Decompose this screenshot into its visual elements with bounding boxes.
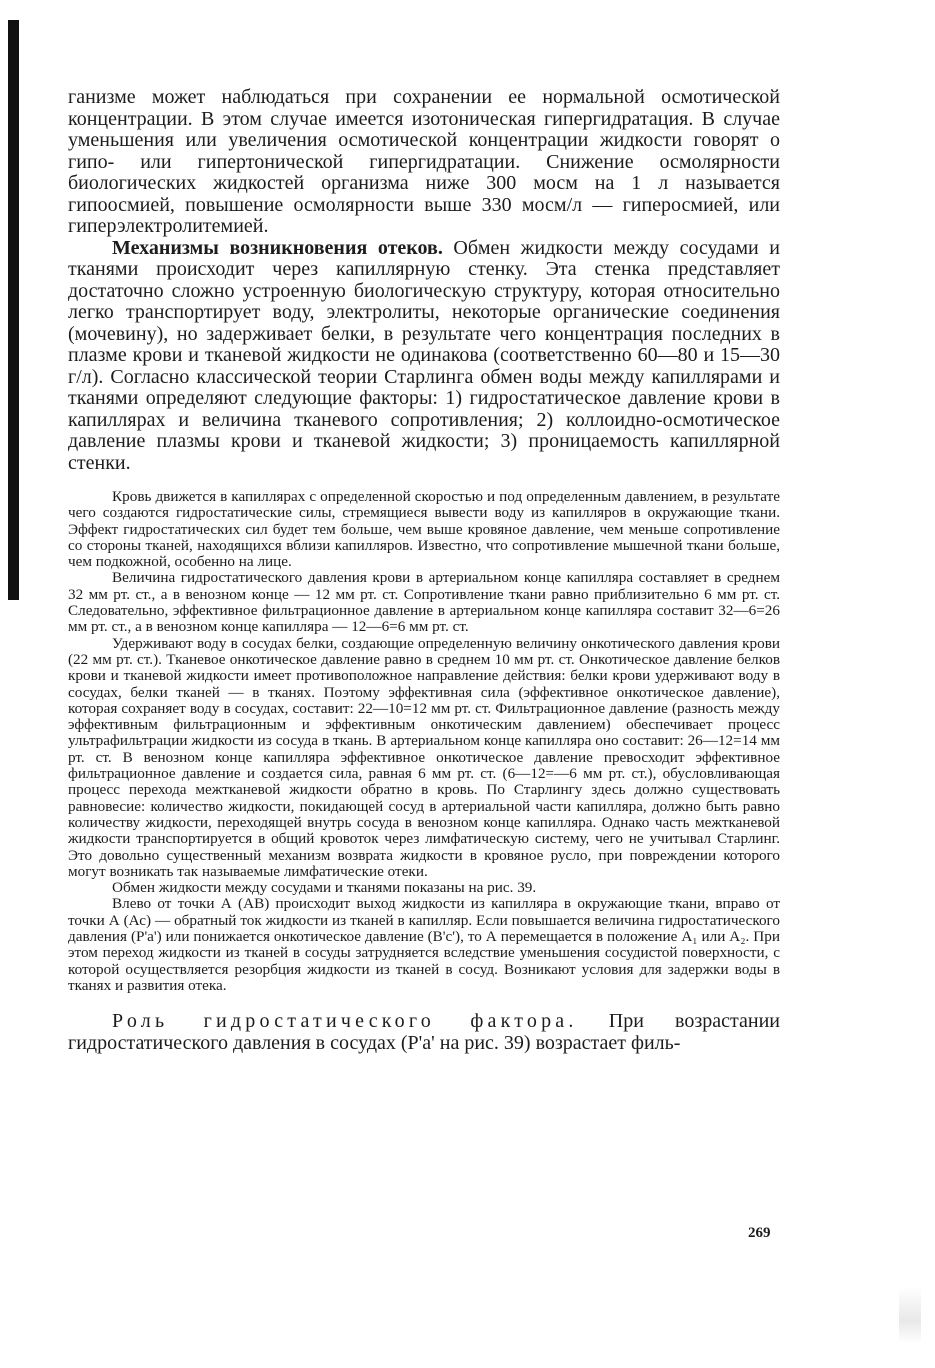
scan-noise <box>899 1286 921 1344</box>
top-paragraph-text: ганизме может наблюдаться при сохранении ее нормальной осмотической концентрации. В этом случае имеется изотоническая гипергидратация. В случае уменьшения или увеличения осмотической концентрации жидкости говорят о гипо- или гипертонической гипергидратации. Снижение осмолярности биологических жидкостей организма ниже 300 мосм на 1 л называется гипоосмией, повышение осмолярности выше 330 мосм/л — гиперосмией, или гиперэлектролитемией. <box>68 86 780 237</box>
small-paragraph-oncotic: Удерживают воду в сосудах белки, создающие определенную величину онкотического давления крови (22 мм рт. ст.). Тканевое онкотическое давление равно в среднем 10 мм рт. ст. Онкотическое давление белков крови и тканевой жидкости имеет противоположное направление действия: белки крови удерживают воду в сосудах, белки тканей — в тканях. Поэтому эффективная сила (эффективное онкотическое давление), которая сохраняет воду в сосудах, составит: 22—10=12 мм рт. ст. Фильтрационное давление (разность между эффективным фильтрационным и эффективным онкотическим давлением) обеспечивает процесс ультрафильтрации жидкости из сосуда в ткань. В артериальном конце капилляра оно составит: 26—12=14 мм рт. ст. В венозном конце капилляра эффективное онкотическое давление превосходит эффективное фильтрационное давление и создается сила, равная 6 мм рт. ст. (6—12=—6 мм рт. ст.), обусловливающая процесс перехода межтканевой жидкости обратно в кровь. По Старлингу здесь должно существовать равновесие: количество жидкости, покидающей сосуд в артериальной части капилляра, должно быть равно количеству жидкости, переходящей внутрь сосуда в венозном конце капилляра. Однако часть межтканевой жидкости транспортируется в общий кровоток через лимфатическую систему, чего не учитывал Старлинг. Это довольно существенный механизм возврата жидкости в кровяное русло, при повреждении которого могут возникать так называемые лимфатические отеки. <box>68 634 780 880</box>
page-body <box>68 87 780 1054</box>
mechanisms-heading: Механизмы возникновения отеков. <box>112 236 443 259</box>
small-print-section <box>68 489 780 994</box>
mechanisms-paragraph <box>68 238 780 475</box>
top-paragraph <box>68 87 780 238</box>
mechanisms-text: Обмен жидкости между сосудами и тканями происходит через капиллярную стенку. Эта стенка представляет достаточно сложно устроенную биологическую структуру, которая относительно легко транспортирует воду, электролиты, некоторые органические соединения (мочевину), но задерживает белки, в результате чего концентрация последних в плазме крови и тканевой жидкости не одинакова (соответственно 60—80 и 15—30 г/л). Согласно классической теории Старлинга обмен воды между капиллярами и тканями определяют следующие факторы: 1) гидростатическое давление крови в капиллярах и величина тканевого сопротивления; 2) коллоидно-осмотическое давление плазмы крови и тканевой жидкости; 3) проницаемость капиллярной стенки. <box>68 236 780 474</box>
small-paragraph-hydrostatic-value: Величина гидростатического давления крови в артериальном конце капилляра составляет в среднем 32 мм рт. ст., а в венозном конце — 12 мм рт. ст. Сопротивление ткани равно приблизительно 6 мм рт. ст. Следовательно, эффективное фильтрационное давление в артериальном конце капилляра составит 32—6=26 мм рт. ст., а в венозном конце капилляра — 12—6=6 мм рт. ст. <box>68 569 780 636</box>
scan-edge-shadow <box>8 20 19 600</box>
final-paragraph-text: При возрастании гидростатического давления в сосудах (P'a' на рис. 39) возрастает филь- <box>68 1010 780 1054</box>
small-paragraph-blood-flow: Кровь движется в капиллярах с определенной скоростью и под определенным давлением, в результате чего создаются гидростатические силы, стремящиеся вывести воду из капилляров в окружающие ткани. Эффект гидростатических сил будет тем больше, чем выше кровяное давление, чем меньше сопротивление со стороны тканей, находящихся вблизи капилляров. Известно, что сопротивление мышечной ткани больше, чем подкожной, особенно на лице. <box>68 488 780 571</box>
page-number: 269 <box>748 1225 771 1241</box>
small-paragraph-figure-ref: Обмен жидкости между сосудами и тканями показаны на рис. 39. <box>112 879 537 897</box>
final-paragraph-lead: Роль гидростатического фактора. <box>112 1010 578 1033</box>
small-paragraph-point-a: Влево от точки А (АВ) происходит выход жидкости из капилляра в окружающие ткани, вправо от точки А (Ас) — обратный ток жидкости из тканей в капилляр. Если повышается величина гидростатического давления (P'a') или понижается онкотическое давление (B'c'), то А перемещается в положение А₁ или А₂. При этом переход жидкости из тканей в сосуды затрудняется вследствие уменьшения сосудистой поверхности, с которой осуществляется резорбция жидкости из тканей в сосуд. Возникают условия для задержки воды в тканях и развития отека. <box>68 895 780 994</box>
final-paragraph <box>68 1011 780 1054</box>
